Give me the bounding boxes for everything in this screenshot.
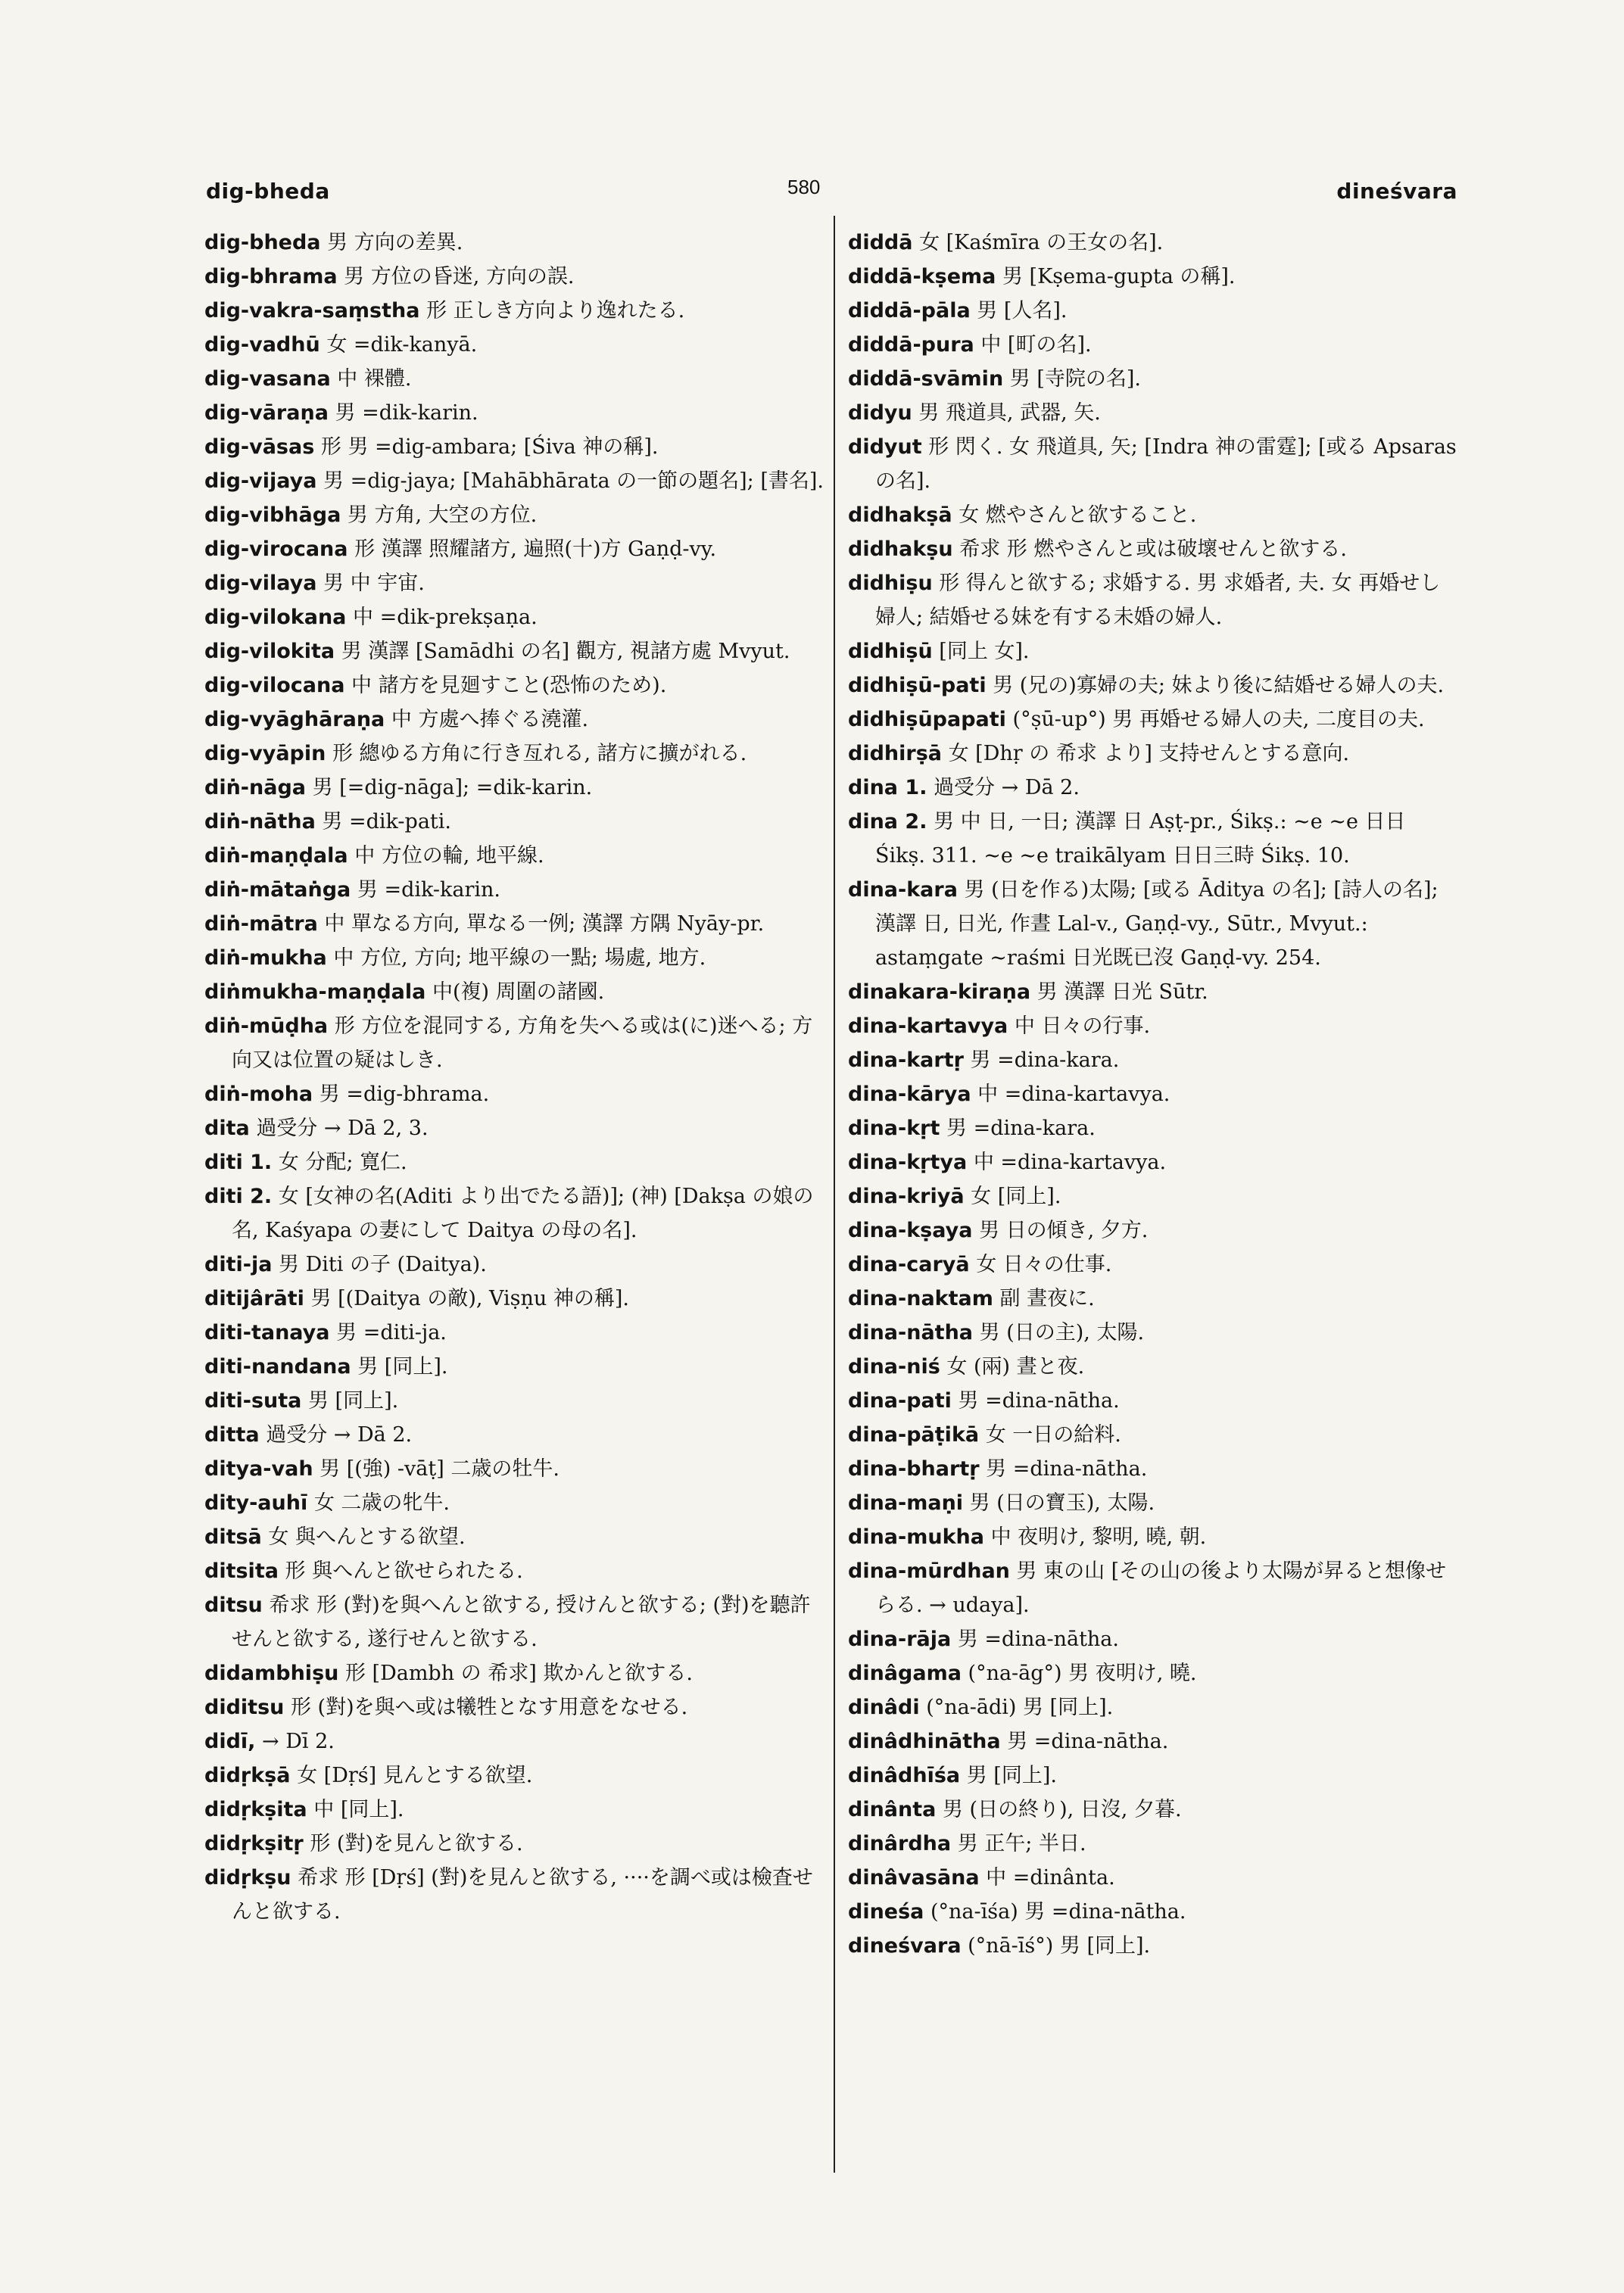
dictionary-entry (848, 498, 1457, 532)
definition: 過受分 → Dā 2. (934, 776, 1080, 799)
definition: 男 (日を作る)太陽; [或る Āditya の名]; [詩人の名]; 漢譯 日, 日光, 作晝 Lal-v., Gaṇḍ-vy., Sūtr., Mvyut.: astaṃgate ∼raśmi 日光既已沒 Gaṇḍ-vy. 254. (875, 878, 1439, 970)
definition: 中 =dik-prekṣaṇa. (353, 606, 538, 629)
headword: dig-vakra-saṃstha (204, 299, 420, 322)
headword: dinâdhīśa (848, 1764, 961, 1787)
headword: dig-vijaya (204, 469, 317, 493)
headword: dina-pāṭikā (848, 1423, 980, 1447)
headword: diditsu (204, 1696, 285, 1719)
definition: 中(複) 周圍の諸國. (432, 980, 605, 1004)
dictionary-entry (848, 873, 1457, 975)
definition: 中 方位, 方向; 地平線の一點; 場處, 地方. (333, 946, 706, 970)
definition: 中 方位の輪, 地平線. (354, 844, 544, 868)
definition: 女 =dik-kanyā. (326, 333, 478, 357)
dictionary-entry (204, 430, 825, 464)
dictionary-entry (848, 1145, 1457, 1179)
headword: dig-bhrama (204, 265, 338, 288)
dictionary-entry (204, 1077, 825, 1111)
dictionary-entry (204, 873, 825, 907)
running-head-right: dineśvara (1336, 179, 1457, 204)
definition: 女 [Kaśmīra の王女の名]. (919, 231, 1164, 254)
headword: dina-kṣaya (848, 1219, 973, 1242)
dictionary-entry (848, 1520, 1457, 1554)
headword: diti-nandana (204, 1355, 351, 1379)
definition: 中 裸體. (337, 367, 412, 391)
dictionary-entry (204, 600, 825, 634)
definition: (°nā-īś°) 男 [同上]. (968, 1934, 1151, 1958)
dictionary-entry (204, 975, 825, 1009)
dictionary-entry (204, 907, 825, 941)
headword: ditta (204, 1423, 260, 1447)
headword: diṅ-mātaṅga (204, 878, 351, 902)
definition: (°na-āg°) 男 夜明け, 曉. (968, 1662, 1197, 1685)
headword: diddā-pura (848, 333, 974, 357)
definition: 形 正しき方向より逸れたる. (426, 299, 685, 322)
headword: dina-kārya (848, 1083, 971, 1106)
headword: diddā (848, 231, 913, 254)
dictionary-entry (204, 294, 825, 328)
headword: didambhiṣu (204, 1662, 339, 1685)
dictionary-entry (204, 1452, 825, 1486)
dictionary-entry (204, 1282, 825, 1316)
headword: dina-rāja (848, 1628, 952, 1651)
dictionary-entry (204, 1724, 825, 1759)
definition: 男 =dina-nātha. (958, 1389, 1120, 1413)
headword: didyu (848, 401, 912, 425)
definition: 形 與へんと欲せられたる. (285, 1559, 523, 1583)
definition: 男 (日の主), 太陽. (979, 1321, 1145, 1344)
headword: dig-vadhū (204, 333, 320, 357)
definition: 形 (對)を見んと欲する. (310, 1832, 523, 1855)
definition: 男 [同上]. (357, 1355, 448, 1379)
dictionary-entry (204, 1009, 825, 1077)
definition: 過受分 → Dā 2, 3. (256, 1117, 429, 1140)
dictionary-entry (204, 1588, 825, 1656)
definition: 男 中 宇宙. (323, 572, 425, 595)
dictionary-entry (848, 634, 1457, 668)
headword: diṅ-moha (204, 1083, 313, 1106)
headword: diti 2. (204, 1185, 273, 1208)
left-column (204, 226, 825, 1929)
definition: 形 閃く. 女 飛道具, 矢; [Indra 神の雷霆]; [或る Apsaras の名]. (875, 435, 1457, 493)
dictionary-entry (204, 260, 825, 294)
dictionary-entry (204, 532, 825, 566)
dictionary-entry (848, 1690, 1457, 1724)
dictionary-entry (204, 1350, 825, 1384)
dictionary-entry (848, 1213, 1457, 1248)
definition: 男 (日の寶玉), 太陽. (969, 1491, 1155, 1515)
dictionary-entry (204, 1793, 825, 1827)
dictionary-entry (204, 703, 825, 737)
dictionary-entry (204, 1861, 825, 1929)
dictionary-entry (848, 1452, 1457, 1486)
column-divider (834, 216, 835, 2173)
definition: 中 =dina-kartavya. (973, 1151, 1167, 1174)
dictionary-entry (204, 328, 825, 362)
headword: dig-vasana (204, 367, 331, 391)
definition: 男 [同上]. (307, 1389, 399, 1413)
definition: 男 [Kṣema-gupta の稱]. (1002, 265, 1236, 288)
headword: dig-vāsas (204, 435, 315, 459)
dictionary-entry (204, 1384, 825, 1418)
headword: didhiṣū (848, 640, 933, 663)
definition: 男 飛道具, 武器, 矢. (918, 401, 1101, 425)
dictionary-entry (848, 430, 1457, 498)
dictionary-entry (848, 1622, 1457, 1656)
definition: 中 方處へ捧ぐる澆灌. (391, 708, 589, 731)
headword: diṅ-mūḍha (204, 1014, 329, 1038)
page-header (0, 0, 1624, 220)
dictionary-entry (848, 396, 1457, 430)
headword: dina-kartṛ (848, 1048, 964, 1072)
headword: diṅ-nāga (204, 776, 306, 799)
headword: diti 1. (204, 1151, 273, 1174)
dictionary-entry (848, 703, 1457, 737)
headword: dineśa (848, 1900, 924, 1924)
dictionary-entry (848, 1486, 1457, 1520)
dictionary-entry (848, 737, 1457, 771)
definition: 男 =dina-nātha. (957, 1628, 1119, 1651)
headword: didhiṣū-pati (848, 674, 987, 697)
dictionary-entry (848, 1248, 1457, 1282)
headword: dina-kartavya (848, 1014, 1008, 1038)
definition: 男 Diti の子 (Daitya). (279, 1253, 487, 1276)
headword: dinânta (848, 1798, 937, 1821)
definition: 男 方位の昏迷, 方向の誤. (344, 265, 575, 288)
headword: dina-kara (848, 878, 958, 902)
dictionary-entry (204, 1145, 825, 1179)
headword: dina-mukha (848, 1525, 984, 1549)
dictionary-entry (848, 226, 1457, 260)
definition: (°na-īśa) 男 =dina-nātha. (930, 1900, 1186, 1924)
headword: dina-niś (848, 1355, 940, 1379)
definition: 希求 形 (對)を與へんと欲する, 授けんと欲する; (對)を聽許せんと欲する, 遂行せんと欲する. (232, 1594, 811, 1651)
definition: 女 (兩) 晝と夜. (946, 1355, 1085, 1379)
headword: dig-vyāghāraṇa (204, 708, 385, 731)
headword: dina-naktam (848, 1287, 993, 1310)
definition: [同上 女]. (939, 640, 1030, 663)
dictionary-entry (848, 1043, 1457, 1077)
headword: didyut (848, 435, 922, 459)
headword: didṛkṣā (204, 1764, 291, 1787)
headword: dinâvasāna (848, 1866, 980, 1890)
dictionary-entry (204, 1248, 825, 1282)
headword: dita (204, 1117, 250, 1140)
definition: 女 二歳の牝牛. (313, 1491, 450, 1515)
headword: diddā-kṣema (848, 265, 996, 288)
definition: 男 正午; 半日. (957, 1832, 1086, 1855)
headword: dig-vilokita (204, 640, 335, 663)
dictionary-entry (204, 1690, 825, 1724)
definition: 男 東の山 [その山の後より太陽が昇ると想像せらる. → udaya]. (875, 1559, 1447, 1617)
dictionary-entry (848, 668, 1457, 703)
definition: 女 [女神の名(Aditi より出でたる語)]; (神) [Dakṣa の娘の名, Kaśyapa の妻にして Daitya の母の名]. (232, 1185, 814, 1242)
dictionary-entry (848, 1418, 1457, 1452)
headword: ditsita (204, 1559, 279, 1583)
headword: ditsu (204, 1594, 263, 1617)
dictionary-entry (204, 1520, 825, 1554)
dictionary-entry (848, 1077, 1457, 1111)
headword: dig-virocana (204, 537, 348, 561)
dictionary-entry (204, 226, 825, 260)
headword: didī, (204, 1730, 256, 1753)
definition: 男 =dik-pati. (322, 810, 451, 833)
definition: 男 (日の終り), 日沒, 夕暮. (942, 1798, 1182, 1821)
dictionary-entry (204, 839, 825, 873)
definition: 女 [同上]. (971, 1185, 1061, 1208)
headword: dinakara-kiraṇa (848, 980, 1031, 1004)
page-number: 580 (787, 176, 821, 198)
dictionary-entry (848, 805, 1457, 873)
definition: 形 方位を混同する, 方角を失へる或は(に)迷へる; 方向又は位置の疑はしき. (232, 1014, 813, 1072)
headword: dinârdha (848, 1832, 952, 1855)
headword: ditsā (204, 1525, 262, 1549)
dictionary-entry (204, 498, 825, 532)
definition: 中 [同上]. (313, 1798, 404, 1821)
definition: 男 中 日, 一日; 漢譯 日 Aṣṭ-pr., Śikṣ.: ∼e ∼e 日日 Śikṣ. 311. ∼e ∼e traikālyam 日日三時 Śikṣ. 10. (875, 810, 1406, 868)
dictionary-entry (848, 1384, 1457, 1418)
definition: 男 [=dig-nāga]; =dik-karin. (312, 776, 593, 799)
headword: dig-vilocana (204, 674, 345, 697)
definition: 男 [同上]. (966, 1764, 1057, 1787)
headword: dina-kriyā (848, 1185, 965, 1208)
dictionary-entry (204, 941, 825, 975)
headword: diṅ-nātha (204, 810, 316, 833)
definition: 形 [Dambh の 希求] 欺かんと欲する. (344, 1662, 693, 1685)
headword: dig-vilaya (204, 572, 317, 595)
dictionary-entry (848, 1111, 1457, 1145)
dictionary-entry (204, 464, 825, 498)
definition: 希求 形 [Dṛś] (對)を見んと欲する, ····を調べ或は檢査せんと欲する. (232, 1866, 813, 1924)
dictionary-entry (204, 362, 825, 396)
headword: dina-kṛt (848, 1117, 940, 1140)
headword: didhirṣā (848, 742, 942, 765)
headword: dina-maṇi (848, 1491, 964, 1515)
dictionary-entry (848, 328, 1457, 362)
definition: 副 晝夜に. (999, 1287, 1095, 1310)
dictionary-entry (204, 1486, 825, 1520)
headword: didṛkṣitṛ (204, 1832, 304, 1855)
definition: → Dī 2. (262, 1730, 335, 1753)
dictionary-entry (204, 1656, 825, 1690)
dictionary-entry (848, 260, 1457, 294)
definition: 形 漢譯 照耀諸方, 遍照(十)方 Gaṇḍ-vy. (354, 537, 717, 561)
definition: 男 方角, 大空の方位. (347, 503, 538, 527)
dictionary-entry (848, 1793, 1457, 1827)
headword: diṅmukha-maṇḍala (204, 980, 426, 1004)
dictionary-entry (848, 1759, 1457, 1793)
definition: 中 =dinânta. (986, 1866, 1115, 1890)
definition: 男 =dig-bhrama. (319, 1083, 490, 1106)
headword: didhiṣu (848, 572, 933, 595)
definition: (°ṣū-up°) 男 再婚せる婦人の夫, 二度目の夫. (1012, 708, 1425, 731)
headword: didhakṣu (848, 537, 953, 561)
dictionary-entry (848, 1895, 1457, 1929)
dictionary-entry (848, 1179, 1457, 1213)
dictionary-entry (204, 1827, 825, 1861)
definition: 中 諸方を見廻すこと(恐怖のため). (351, 674, 667, 697)
definition: 男 =dina-nātha. (986, 1457, 1148, 1481)
definition: 女 與へんとする欲望. (268, 1525, 466, 1549)
headword: dina-mūrdhan (848, 1559, 1010, 1583)
dictionary-entry (204, 1759, 825, 1793)
definition: 女 分配; 寛仁. (278, 1151, 407, 1174)
headword: dity-auhī (204, 1491, 308, 1515)
dictionary-entry (204, 634, 825, 668)
headword: dinâgama (848, 1662, 962, 1685)
dictionary-entry (204, 566, 825, 600)
definition: 女 一日の給料. (985, 1423, 1121, 1447)
dictionary-entry (848, 362, 1457, 396)
definition: 女 日々の仕事. (976, 1253, 1112, 1276)
definition: 男 =dig-jaya; [Mahābhārata の一節の題名]; [書名]. (323, 469, 824, 493)
definition: 希求 形 燃やさんと或は破壞せんと欲する. (959, 537, 1347, 561)
dictionary-entry (848, 1554, 1457, 1622)
definition: 男 [(強) -vāṭ] 二歳の牡牛. (320, 1457, 560, 1481)
dictionary-entry (848, 1929, 1457, 1963)
headword: dinâdhinātha (848, 1730, 1001, 1753)
headword: ditya-vah (204, 1457, 313, 1481)
dictionary-entry (204, 1179, 825, 1248)
definition: 過受分 → Dā 2. (266, 1423, 413, 1447)
headword: diṅ-mātra (204, 912, 318, 936)
definition: 形 男 =dig-ambara; [Śiva 神の稱]. (320, 435, 659, 459)
dictionary-entry (204, 1418, 825, 1452)
headword: diti-tanaya (204, 1321, 330, 1344)
headword: diddā-svāmin (848, 367, 1004, 391)
dictionary-entry (848, 771, 1457, 805)
definition: 男 =dina-kara. (970, 1048, 1120, 1072)
dictionary-entry (848, 975, 1457, 1009)
definition: 男 (兄の)寡婦の夫; 妹より後に結婚せる婦人の夫. (993, 674, 1445, 697)
definition: 男 [人名]. (977, 299, 1068, 322)
headword: dina 1. (848, 776, 927, 799)
headword: didṛkṣu (204, 1866, 291, 1890)
definition: 女 [Dṛś] 見んとする欲望. (297, 1764, 533, 1787)
dictionary-entry (204, 1554, 825, 1588)
headword: diti-ja (204, 1253, 273, 1276)
headword: dig-vilokana (204, 606, 347, 629)
definition: 男 =diti-ja. (336, 1321, 447, 1344)
headword: dina-caryā (848, 1253, 970, 1276)
definition: 男 漢譯 日光 Sūtr. (1036, 980, 1208, 1004)
definition: 男 =dik-karin. (357, 878, 500, 902)
definition: 男 漢譯 [Samādhi の名] 觀方, 視諸方處 Mvyut. (341, 640, 790, 663)
dictionary-entry (204, 1316, 825, 1350)
headword: dig-vibhāga (204, 503, 341, 527)
headword: dig-bheda (204, 231, 321, 254)
headword: didhiṣūpapati (848, 708, 1006, 731)
definition: 男 =dina-kara. (946, 1117, 1096, 1140)
headword: dina-pati (848, 1389, 952, 1413)
headword: diṅ-maṇḍala (204, 844, 348, 868)
headword: diddā-pāla (848, 299, 971, 322)
headword: diti-suta (204, 1389, 302, 1413)
dictionary-entry (848, 294, 1457, 328)
definition: 女 燃やさんと欲すること. (959, 503, 1197, 527)
headword: ditijârāti (204, 1287, 304, 1310)
dictionary-entry (204, 1111, 825, 1145)
dictionary-entry (848, 1656, 1457, 1690)
dictionary-entry (848, 1724, 1457, 1759)
definition: 中 [町の名]. (980, 333, 1092, 357)
dictionary-entry (204, 737, 825, 771)
dictionary-entry (204, 396, 825, 430)
headword: diṅ-mukha (204, 946, 327, 970)
dictionary-entry (848, 1009, 1457, 1043)
right-column (848, 226, 1457, 1963)
headword: dig-vyāpin (204, 742, 326, 765)
definition: 形 得んと欲する; 求婚する. 男 求婚者, 夫. 女 再婚せし婦人; 結婚せる妹を有する未婚の婦人. (875, 572, 1441, 629)
running-head-left: dig-bheda (206, 179, 330, 204)
definition: 中 =dina-kartavya. (977, 1083, 1170, 1106)
definition: 形 (對)を與へ或は犧牲となす用意をなせる. (290, 1696, 688, 1719)
definition: 男 =dik-karin. (335, 401, 478, 425)
definition: 中 夜明け, 黎明, 曉, 朝. (990, 1525, 1207, 1549)
headword: dina-nātha (848, 1321, 974, 1344)
definition: 男 [寺院の名]. (1009, 367, 1141, 391)
headword: dina 2. (848, 810, 927, 833)
headword: dig-vāraṇa (204, 401, 329, 425)
dictionary-entry (848, 566, 1457, 634)
dictionary-entry (848, 1282, 1457, 1316)
definition: 男 方向の差異. (327, 231, 463, 254)
dictionary-entry (848, 1861, 1457, 1895)
headword: dineśvara (848, 1934, 962, 1958)
dictionary-entry (848, 1827, 1457, 1861)
definition: (°na-ādi) 男 [同上]. (926, 1696, 1114, 1719)
definition: 男 日の傾き, 夕方. (979, 1219, 1149, 1242)
dictionary-entry (848, 532, 1457, 566)
dictionary-entry (848, 1316, 1457, 1350)
dictionary-entry (848, 1350, 1457, 1384)
dictionary-entry (204, 771, 825, 805)
definition: 男 =dina-nātha. (1007, 1730, 1169, 1753)
definition: 中 日々の行事. (1014, 1014, 1151, 1038)
dictionary-entry (204, 668, 825, 703)
definition: 形 總ゆる方角に行き亙れる, 諸方に擴がれる. (332, 742, 747, 765)
dictionary-entry (204, 805, 825, 839)
definition: 女 [Dhṛ の 希求 より] 支持せんとする意向. (948, 742, 1350, 765)
headword: didhakṣā (848, 503, 952, 527)
headword: didṛkṣita (204, 1798, 307, 1821)
definition: 中 單なる方向, 單なる一例; 漢譯 方隅 Nyāy-pr. (324, 912, 765, 936)
headword: dina-kṛtya (848, 1151, 968, 1174)
headword: dinâdi (848, 1696, 920, 1719)
definition: 男 [(Daitya の敵), Viṣṇu 神の稱]. (310, 1287, 630, 1310)
headword: dina-bhartṛ (848, 1457, 980, 1481)
